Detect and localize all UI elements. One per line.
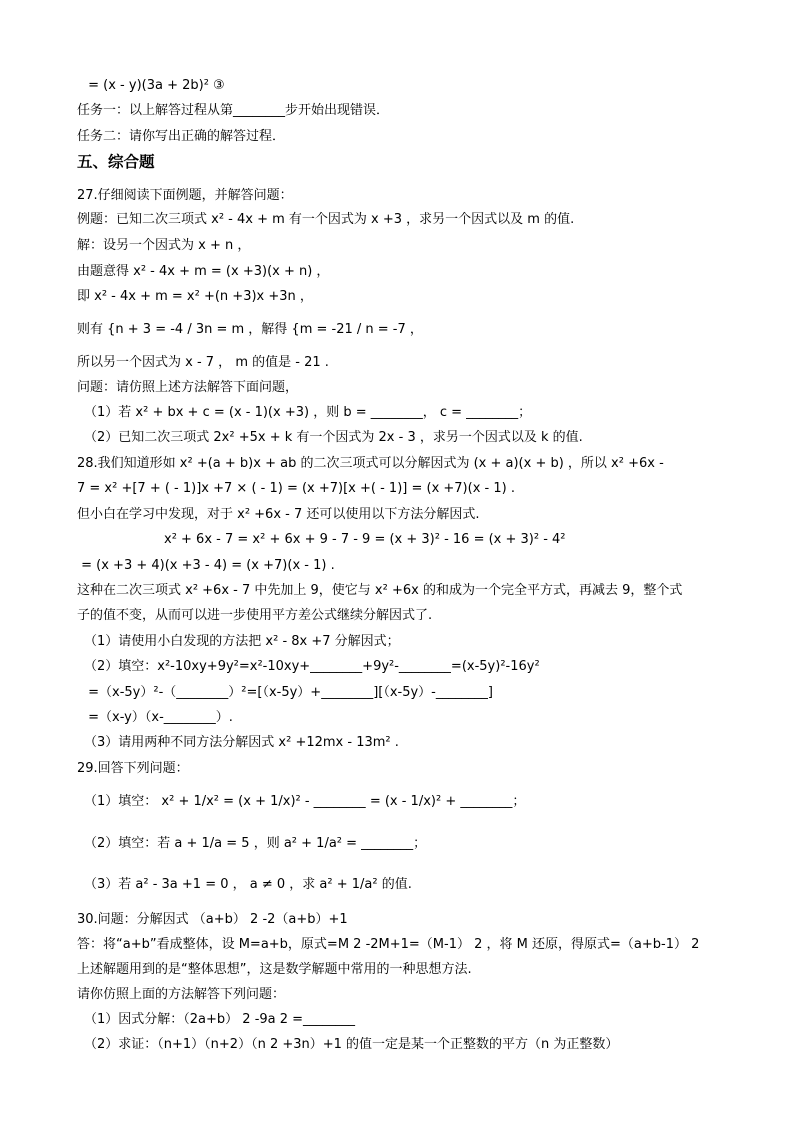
q28-intro-1: 28.我们知道形如 x² +(a + b)x + ab 的二次三项式可以分解因式为 (x + a)(x + b) ，所以 x² +6x - bbox=[77, 456, 664, 471]
q28-part2-line3: =（x-y）（x-________）. bbox=[84, 710, 233, 725]
text-line-task2: 任务二：请你写出正确的解答过程． bbox=[77, 129, 286, 144]
q28-derivation-2: = (x +3 + 4)(x +3 - 4) = (x +7)(x - 1) . bbox=[77, 558, 335, 573]
q28-intro-2: 7 = x² +[7 + ( - 1)]x +7 × ( - 1) = (x +7)[x +( - 1)] = (x +7)(x - 1) . bbox=[77, 481, 515, 496]
q28-part2-line1: （2）填空：x²-10xy+9y²=x²-10xy+________+9y²-________=(x-5y)²-16y² bbox=[84, 659, 540, 674]
q29-part3: （3）若 a² - 3a +1 = 0 ， a ≠ 0 ，求 a² + 1/a² 的值. bbox=[84, 877, 412, 892]
q30-explain: 上述解题用到的是“整体思想”，这是数学解题中常用的一种思想方法. bbox=[77, 962, 472, 977]
q27-solution-3: 即 x² - 4x + m = x² +(n +3)x +3n ， bbox=[77, 289, 313, 304]
q27-solution-2: 由题意得 x² - 4x + m = (x +3)(x + n) ， bbox=[77, 264, 330, 279]
q28-part3: （3）请用两种不同方法分解因式 x² +12mx - 13m² . bbox=[84, 735, 399, 750]
q27-part1: （1）若 x² + bx + c = (x - 1)(x +3) ，则 b = ________， c = ________； bbox=[84, 405, 532, 420]
q28-part2-line2: =（x-5y）²-（________）²=[（x-5y）+________][（x-5y）-________] bbox=[84, 685, 493, 700]
q27-solution-1: 解：设另一个因式为 x + n ， bbox=[77, 238, 251, 253]
text-line-step3: = (x - y)(3a + 2b)² ③ bbox=[84, 78, 225, 93]
q27-system: 则有 {n + 3 = -4 / 3n = m ，解得 {m = -21 / n = -7 ， bbox=[77, 322, 423, 337]
q27-problem: 问题：请仿照上述方法解答下面问题， bbox=[77, 380, 299, 395]
q30-part2: （2）求证：（n+1）（n+2）（n 2 +3n）+1 的值一定是某一个正整数的平方（n 为正整数） bbox=[84, 1037, 619, 1052]
q27-example: 例题：已知二次三项式 x² - 4x + m 有一个因式为 x +3 ，求另一个因式以及 m 的值. bbox=[77, 212, 575, 227]
q28-derivation-1: x² + 6x - 7 = x² + 6x + 9 - 7 - 9 = (x + 3)² - 16 = (x + 3)² - 4² bbox=[164, 532, 566, 547]
q27-intro: 27.仔细阅读下面例题，并解答问题： bbox=[77, 188, 293, 203]
q30-part1: （1）因式分解：（2a+b） 2 -9a 2 =________ bbox=[84, 1012, 356, 1027]
q28-intro-3: 但小白在学习中发现，对于 x² +6x - 7 还可以使用以下方法分解因式. bbox=[77, 507, 480, 522]
q27-conclusion: 所以另一个因式为 x - 7 ， m 的值是 - 21 . bbox=[77, 355, 329, 370]
q30-problem: 30.问题：分解因式 （a+b） 2 -2（a+b）+1 bbox=[77, 912, 348, 927]
q30-answer: 答：将“a+b”看成整体，设 M=a+b，原式=M 2 -2M+1=（M-1） 2 ，将 M 还原，得原式=（a+b-1） 2 bbox=[77, 937, 700, 952]
q28-explain-2: 子的值不变，从而可以进一步使用平方差公式继续分解因式了. bbox=[77, 608, 433, 623]
q28-explain-1: 这种在二次三项式 x² +6x - 7 中先加上 9，使它与 x² +6x 的和成为一个完全平方式，再减去 9，整个式 bbox=[77, 583, 683, 598]
text-line-task1: 任务一：以上解答过程从第________步开始出现错误． bbox=[77, 103, 390, 118]
q27-part2: （2）已知二次三项式 2x² +5x + k 有一个因式为 2x - 3 ，求另一个因式以及 k 的值. bbox=[84, 430, 583, 445]
q28-part1: （1）请使用小白发现的方法把 x² - 8x +7 分解因式； bbox=[84, 634, 400, 649]
section-title: 五、综合题 bbox=[77, 153, 155, 171]
q29-intro: 29.回答下列问题： bbox=[77, 761, 189, 776]
q30-instructions: 请你仿照上面的方法解答下列问题： bbox=[77, 987, 286, 1002]
q29-part1: （1）填空： x² + 1/x² = (x + 1/x)² - ________ = (x - 1/x)² + ________； bbox=[84, 794, 526, 809]
q29-part2: （2）填空：若 a + 1/a = 5 ，则 a² + 1/a² = ________； bbox=[84, 836, 427, 851]
